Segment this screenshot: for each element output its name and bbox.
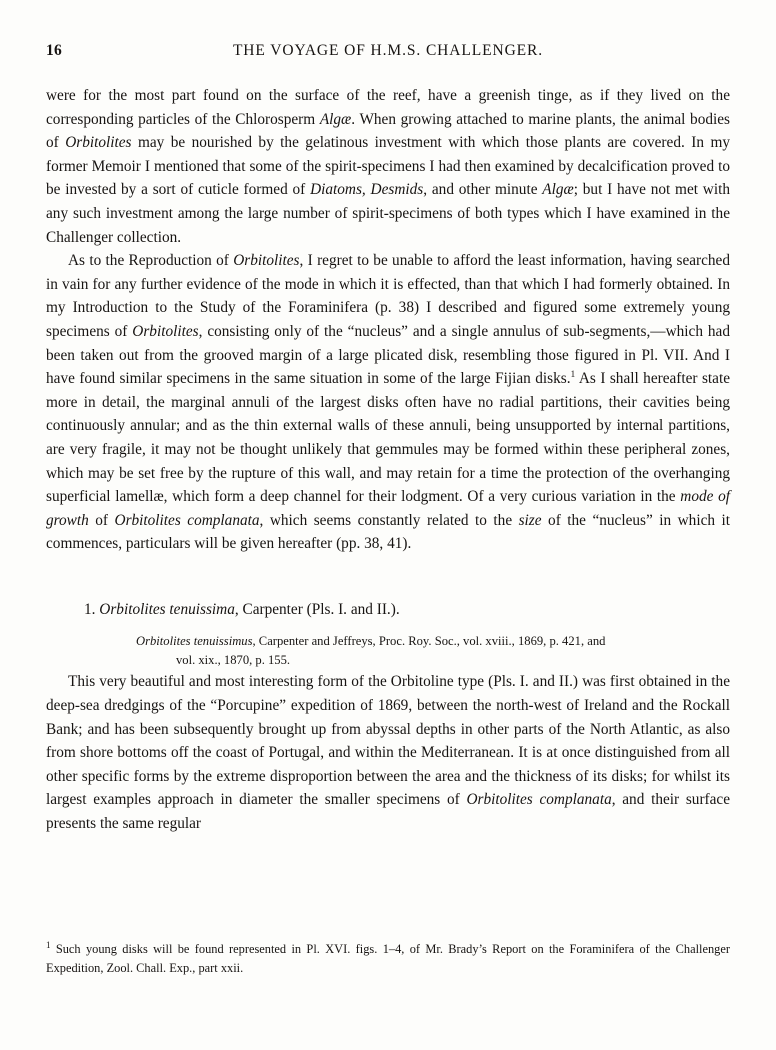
text-run: . When growing attached to marine plants, the animal bodies of bbox=[46, 110, 730, 152]
reference-line-2: vol. xix., 1870, p. 155. bbox=[176, 653, 291, 668]
text-run: , and their surface presents the same regular bbox=[46, 791, 731, 833]
text-run: ; but I have not met with any such investment among the large number of spirit-specimens of both types which I have examined in the Challenger collection. bbox=[46, 181, 730, 246]
page-header bbox=[46, 42, 730, 66]
species-attribution: , Carpenter (Pls. I. and II.). bbox=[234, 600, 400, 618]
text-run: , which seems constantly related to the bbox=[259, 511, 519, 529]
paragraph-2 bbox=[46, 249, 730, 556]
text-run: , consisting only of the “nucleus” and a single annulus of sub-segments,—which had been taken out from the grooved margin of a large plicated disk, resembling those figured in Pl. VII. And I have found similar specimens in the same situation in some of the large Fijian disks. bbox=[46, 322, 730, 388]
body-text bbox=[46, 84, 730, 836]
running-title: THE VOYAGE OF H.M.S. CHALLENGER. bbox=[232, 42, 544, 59]
page-number: 16 bbox=[46, 42, 62, 59]
emphasis-diatoms-desmids: Diatoms, Desmids bbox=[310, 181, 424, 199]
text-run: may be nourished by the gelatinous investment with which those plants are covered. In my former Memoir I mentioned that some of the spirit-specimens I had then examined by decalcification proved to be invested by a sort of cuticle formed of bbox=[46, 134, 730, 199]
footnote bbox=[46, 936, 730, 977]
emphasis-orbitolites-complanata: Orbitolites complanata bbox=[466, 791, 612, 809]
text-run: As to the Reproduction of bbox=[68, 252, 234, 270]
species-number: 1. bbox=[84, 600, 100, 618]
reference-line-1: , Carpenter and Jeffreys, Proc. Roy. Soc., vol. xviii., 1869, p. 421, and bbox=[252, 634, 606, 649]
emphasis-orbitolites: Orbitolites bbox=[233, 252, 300, 270]
emphasis-orbitolites: Orbitolites bbox=[132, 322, 199, 340]
text-run: of the “nucleus” in which it commences, particulars will be given hereafter (pp. 38, 41). bbox=[46, 511, 730, 553]
text-run: This very beautiful and most interesting form of the Orbitoline type (Pls. I. and II.) was first obtained in the deep-sea dredgings of the “Porcupine” expedition of 1869, between the north-west of Ireland and the Rockall Bank; and has been subsequently brought up from abyssal depths in other parts of the North Atlantic, as also from shore bottoms off the coast of Portugal, and within the Mediterranean. It is at once distinguished from all other specific forms by the extreme disproportion between the area and the thickness of its disks; for whilst its largest examples approach in diameter the smaller specimens of bbox=[46, 673, 730, 809]
emphasis-algae: Algæ bbox=[319, 110, 352, 128]
paragraph-1 bbox=[46, 84, 730, 249]
text-run: were for the most part found on the surface of the reef, have a greenish tinge, as if they lived on the corresponding particles of the Chlorosperm bbox=[46, 87, 730, 128]
bibliographic-reference bbox=[46, 632, 730, 670]
text-run: of bbox=[88, 511, 115, 529]
paragraph-3 bbox=[46, 670, 730, 835]
species-heading bbox=[46, 598, 730, 622]
text-run: As I shall hereafter state more in detail, the marginal annuli of the largest disks often have no radial partitions, their cavities being continuously annular; and as the thin external walls of these annuli, being unsupported by internal partitions, are very fragile, it may not be thought unlikely that gemmules may be formed within these peripheral zones, which may be set free by the rupture of this wall, and may retain for a time the protection of the overhanging superficial lamellæ, which form a deep channel for their lodgment. Of a very curious variation in the bbox=[46, 370, 730, 506]
emphasis-mode-of-growth: mode of growth bbox=[46, 488, 730, 529]
emphasis-orbitolites-complanata: Orbitolites complanata bbox=[114, 511, 260, 529]
emphasis-orbitolites: Orbitolites bbox=[65, 134, 132, 152]
species-name: Orbitolites tenuissima bbox=[99, 600, 235, 618]
footnote-marker: 1 bbox=[46, 940, 51, 950]
footnote-text: Such young disks will be found represented in Pl. XVI. figs. 1–4, of Mr. Brady’s Report on the Foraminifera of the Challenger Expedition, Zool. Chall. Exp., part xxii. bbox=[46, 942, 730, 975]
reference-species-name: Orbitolites tenuissimus bbox=[136, 634, 253, 649]
footnote-reference[interactable]: 1 bbox=[570, 370, 576, 381]
emphasis-size: size bbox=[518, 511, 542, 529]
text-run: , I regret to be unable to afford the least information, having searched in vain for any further evidence of the mode in which it is effected, than that which I had formerly obtained. In my Introduction to the Study of the Foraminifera (p. 38) I described and figured some extremely young specimens of bbox=[46, 252, 730, 340]
emphasis-algae-2: Algæ bbox=[542, 181, 574, 199]
text-run: , and other minute bbox=[423, 181, 543, 199]
